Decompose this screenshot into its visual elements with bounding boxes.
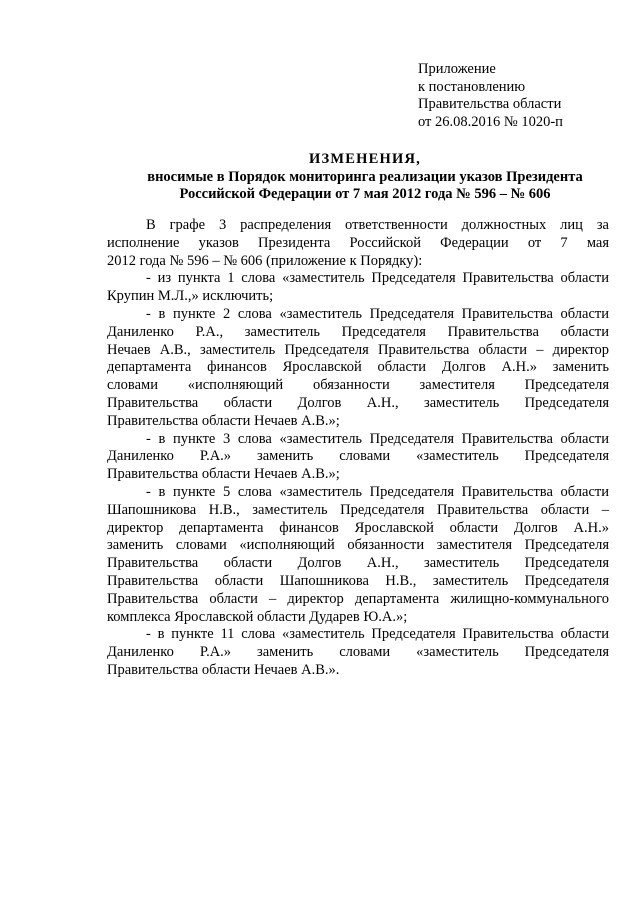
body-text-line: Правительства области Долгов А.Н., заместитель Председателя [107,555,609,572]
body-text-line: - в пункте 2 слова «заместитель Председателя Правительства области [146,305,609,322]
appendix-line: от 26.08.2016 № 1020-п [418,113,563,130]
appendix-line: Правительства области [418,96,562,113]
body-text-line: Нечаев А.В., заместитель Председателя Правительства области – директор [107,341,609,358]
document-title [100,151,630,204]
appendix-line: к постановлению [418,78,526,95]
body-text-line: Правительства области Нечаев А.В.»; [107,466,340,483]
body-text-line: департамента финансов Ярославской области Долгов А.Н.» заменить [107,359,609,376]
body-text-line: Даниленко Р.А., заместитель Председателя Правительства области [107,323,609,340]
body-text-line: Правительства области – директор департамента жилищно-коммунального [107,590,609,607]
body-text-line: В графе 3 распределения ответственности должностных лиц за [146,217,609,233]
body-text-line: Шапошникова Н.В., заместитель Председателя Правительства области – [107,501,609,518]
body-text-line: Правительства области Шапошникова Н.В., заместитель Председателя [107,572,609,589]
body-text-line: Правительства области Нечаев А.В.»; [107,412,340,429]
title-subtitle-line: вносимые в Порядок мониторинга реализации указов Президента [147,168,583,185]
body-text-line: Крупин М.Л.,» исключить; [107,288,274,305]
body-text-line: Даниленко Р.А.» заменить словами «заместитель Председателя [107,448,609,465]
body-text-line: 2012 года № 596 – № 606 (приложение к Порядку): [107,252,423,269]
body-text-line: - в пункте 5 слова «заместитель Председателя Правительства области [146,483,609,500]
body-text-line: - из пункта 1 слова «заместитель Председателя Правительства области [146,270,609,287]
body-text-line: словами «исполняющий обязанности заместителя Председателя [107,377,609,394]
body-text-line: директор департамента финансов Ярославской области Долгов А.Н.» [107,519,609,536]
appendix-block [418,61,563,131]
body-text-line: исполнение указов Президента Российской Федерации от 7 мая [107,234,609,251]
body-text-line: заменить словами «исполняющий обязанности заместителя Председателя [107,537,609,554]
document-body [107,217,609,680]
body-text-line: комплекса Ярославской области Дударев Ю.А.»; [107,608,408,625]
body-text-line: Правительства области Долгов А.Н., заместитель Председателя [107,394,609,411]
title-main: ИЗМЕНЕНИЯ, [309,151,421,167]
appendix-line: Приложение [418,61,496,77]
title-subtitle-line: Российской Федерации от 7 мая 2012 года № 596 – № 606 [179,186,551,203]
body-text-line: Правительства области Нечаев А.В.». [107,661,340,678]
body-text-line: Даниленко Р.А.» заменить словами «заместитель Председателя [107,644,609,661]
body-text-line: - в пункте 3 слова «заместитель Председателя Правительства области [146,430,609,447]
body-text-line: - в пункте 11 слова «заместитель Председателя Правительства области [146,626,609,643]
